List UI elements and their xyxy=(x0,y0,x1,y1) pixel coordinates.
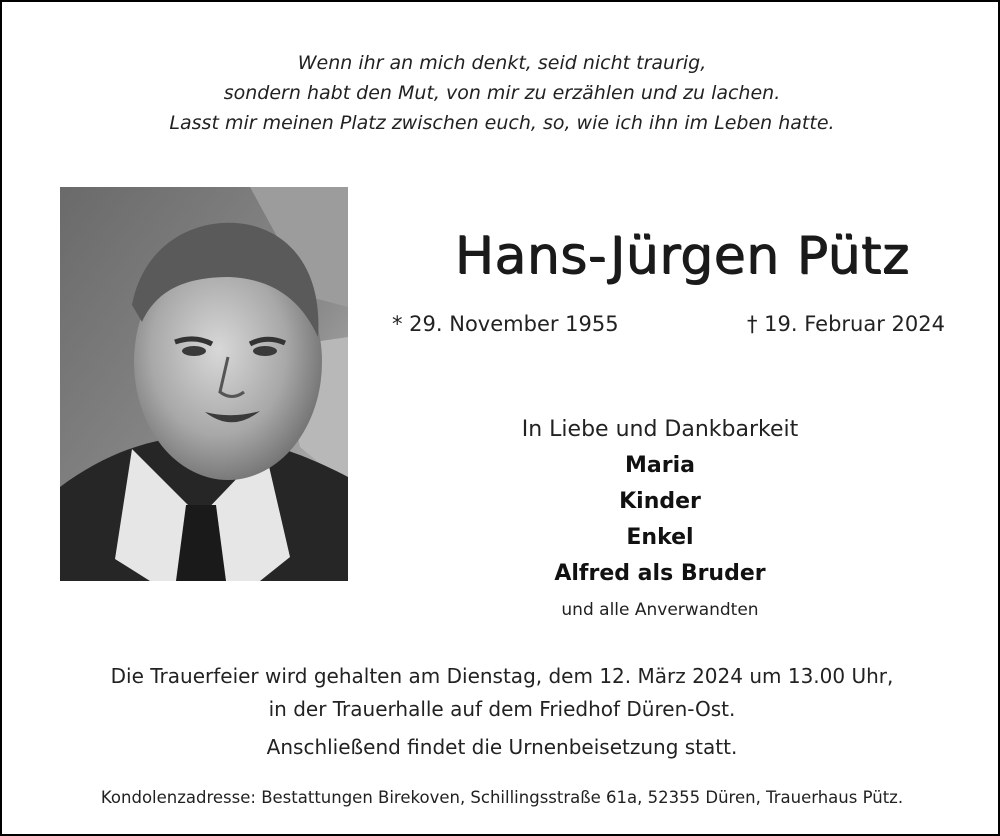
urn-burial-note: Anschließend findet die Urnenbeisetzung statt. xyxy=(266,735,738,759)
condolence-address: Kondolenzadresse: Bestattungen Birekoven, Schillingsstraße 61a, 52355 Düren, Trauerhaus Pütz. xyxy=(100,788,904,807)
ceremony-line: Die Trauerfeier wird gehalten am Dienstag, dem 12. März 2024 um 13.00 Uhr, xyxy=(110,664,894,688)
ceremony-line: in der Trauerhalle auf dem Friedhof Düren-Ost. xyxy=(268,697,736,721)
death-date: † 19. Februar 2024 xyxy=(747,312,945,336)
mourners-intro: In Liebe und Dankbarkeit xyxy=(521,417,799,442)
mourner-name: Maria xyxy=(625,453,695,478)
poem-line: Lasst mir meinen Platz zwischen euch, so, wie ich ihn im Leben hatte. xyxy=(169,112,835,134)
mourner-name: Kinder xyxy=(619,489,701,514)
mourner-name: Alfred als Bruder xyxy=(554,561,766,586)
mourner-name: Enkel xyxy=(626,525,694,550)
poem-line: Wenn ihr an mich denkt, seid nicht traurig, xyxy=(297,52,707,74)
deceased-name: Hans-Jürgen Pütz xyxy=(454,226,910,286)
ceremony-info xyxy=(2,660,1000,726)
portrait-photo xyxy=(60,187,348,581)
poem-line: sondern habt den Mut, von mir zu erzählen und zu lachen. xyxy=(223,82,781,104)
mourners-block xyxy=(460,412,860,628)
birth-date: * 29. November 1955 xyxy=(392,312,619,336)
mourners-others: und alle Anverwandten xyxy=(561,600,759,620)
poem xyxy=(2,48,1000,138)
